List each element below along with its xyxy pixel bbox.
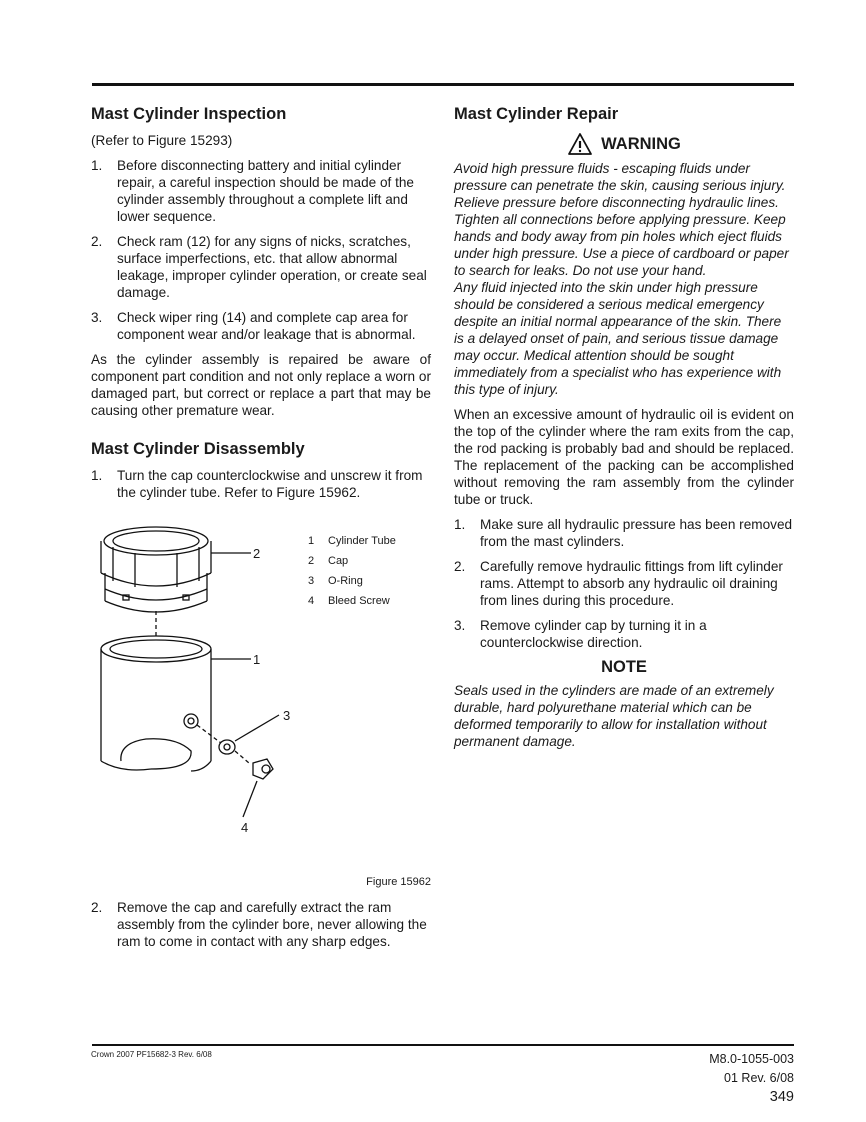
right-column bbox=[454, 104, 794, 750]
callout-3: 3 bbox=[283, 708, 291, 723]
list-item bbox=[91, 899, 431, 950]
list-item bbox=[91, 467, 431, 501]
item-text: Make sure all hydraulic pressure has been removed from the mast cylinders. bbox=[480, 517, 793, 549]
inspection-ref: (Refer to Figure 15293) bbox=[91, 133, 233, 148]
callout-1: 1 bbox=[253, 652, 261, 667]
inspection-title: Mast Cylinder Inspection bbox=[91, 105, 287, 123]
revision: 01 Rev. 6/08 bbox=[724, 1071, 794, 1085]
disassembly-list bbox=[91, 467, 431, 501]
item-text: Check wiper ring (14) and complete cap area for component wear and/or leakage that is abnormal. bbox=[117, 310, 416, 342]
footer-copyright: Crown 2007 PF15682-3 Rev. 6/08 bbox=[91, 1050, 212, 1059]
page-number: 349 bbox=[769, 1089, 794, 1105]
repair-list bbox=[454, 516, 794, 651]
item-text: Remove the cap and carefully extract the ram assembly from the cylinder bore, never allowing the ram to come in contact with any sharp edges. bbox=[117, 900, 427, 949]
list-item bbox=[454, 558, 794, 609]
note-heading: NOTE bbox=[601, 658, 647, 676]
doc-number: M8.0-1055-003 bbox=[709, 1052, 794, 1066]
item-number: 1. bbox=[91, 468, 103, 483]
warning-text: Avoid high pressure fluids - escaping fluids under pressure can penetrate the skin, causing serious injury. Relieve pressure before disconnecting hydraulic lines. Tighten all connections before applying pressure. Keep hands and body away from pin holes which eject fluids under high pressure. Use a piece of cardboard or paper to search for leaks. Do not use your hand. bbox=[454, 161, 789, 278]
item-number: 3. bbox=[91, 310, 103, 325]
header-rule bbox=[92, 83, 794, 86]
list-item bbox=[454, 617, 794, 651]
inspection-paragraph: As the cylinder assembly is repaired be aware of component part condition and not only replace a worn or damaged part, but correct or replace a part that may be causing other premature wear. bbox=[91, 352, 431, 418]
figure-15962 bbox=[91, 511, 431, 891]
note-text: Seals used in the cylinders are made of an extremely durable, hard polyurethane material which can be deformed temporarily to allow for installation without permanent damage. bbox=[454, 683, 774, 749]
item-number: 1. bbox=[454, 517, 466, 532]
list-item bbox=[91, 309, 431, 343]
item-number: 2. bbox=[91, 900, 103, 915]
warning-heading bbox=[454, 132, 794, 156]
legend-item bbox=[308, 571, 396, 591]
legend-num: 1 bbox=[308, 535, 315, 547]
legend-label: O-Ring bbox=[328, 575, 363, 587]
legend-num: 2 bbox=[308, 555, 315, 567]
disassembly-title: Mast Cylinder Disassembly bbox=[91, 440, 305, 458]
repair-title: Mast Cylinder Repair bbox=[454, 105, 619, 123]
item-text: Remove cylinder cap by turning it in a counterclockwise direction. bbox=[480, 618, 707, 650]
leader-4 bbox=[243, 781, 257, 817]
item-number: 2. bbox=[454, 559, 466, 574]
legend-num: 4 bbox=[308, 595, 315, 607]
legend-item bbox=[308, 591, 396, 611]
legend-item bbox=[308, 531, 396, 551]
legend-label: Cylinder Tube bbox=[328, 535, 396, 547]
inspection-list bbox=[91, 157, 431, 343]
repair-paragraph: When an excessive amount of hydraulic oil is evident on the top of the cylinder where the ram exits from the cap, the rod packing is probably bad and should be replaced. The replacement of the packing can be accomplished without removing the ram assembly from the cylinder tube or truck. bbox=[454, 407, 794, 507]
leader-3 bbox=[235, 715, 279, 741]
list-item bbox=[91, 157, 431, 225]
legend-item bbox=[308, 551, 396, 571]
item-number: 3. bbox=[454, 618, 466, 633]
warning-triangle-icon bbox=[567, 132, 593, 156]
legend-label: Bleed Screw bbox=[328, 595, 390, 607]
list-item bbox=[91, 233, 431, 301]
list-item bbox=[454, 516, 794, 550]
figure-legend bbox=[308, 531, 396, 611]
callout-4: 4 bbox=[241, 820, 249, 835]
item-number: 2. bbox=[91, 234, 103, 249]
warning-label: WARNING bbox=[601, 134, 681, 153]
footer-rule bbox=[92, 1044, 794, 1046]
callout-2: 2 bbox=[253, 546, 261, 561]
legend-num: 3 bbox=[308, 575, 315, 587]
item-text: Before disconnecting battery and initial cylinder repair, a careful inspection should be made of the cylinder assembly throughout a complete lift and lower sequence. bbox=[117, 158, 414, 224]
legend-label: Cap bbox=[328, 555, 349, 567]
figure-caption: Figure 15962 bbox=[366, 876, 431, 888]
disassembly-list-continued bbox=[91, 899, 431, 950]
left-column bbox=[91, 104, 431, 958]
footer-info bbox=[709, 1050, 794, 1107]
item-number: 1. bbox=[91, 158, 103, 173]
warning-text-2: Any fluid injected into the skin under high pressure should be considered a serious medical emergency despite an initial normal appearance of the skin. There is a delayed onset of pain, and serious tissue damage may occur. Medical attention should be sought immediately from a specialist who has experience with this type of injury. bbox=[454, 280, 782, 397]
item-text: Turn the cap counterclockwise and unscrew it from the cylinder tube. Refer to Figure 15962. bbox=[117, 468, 423, 500]
item-text: Carefully remove hydraulic fittings from lift cylinder rams. Attempt to absorb any hydraulic oil draining from lines during this procedure. bbox=[480, 559, 783, 608]
item-text: Check ram (12) for any signs of nicks, scratches, surface imperfections, etc. that allow abnormal leakage, improper cylinder operation, or create seal damage. bbox=[117, 234, 427, 300]
